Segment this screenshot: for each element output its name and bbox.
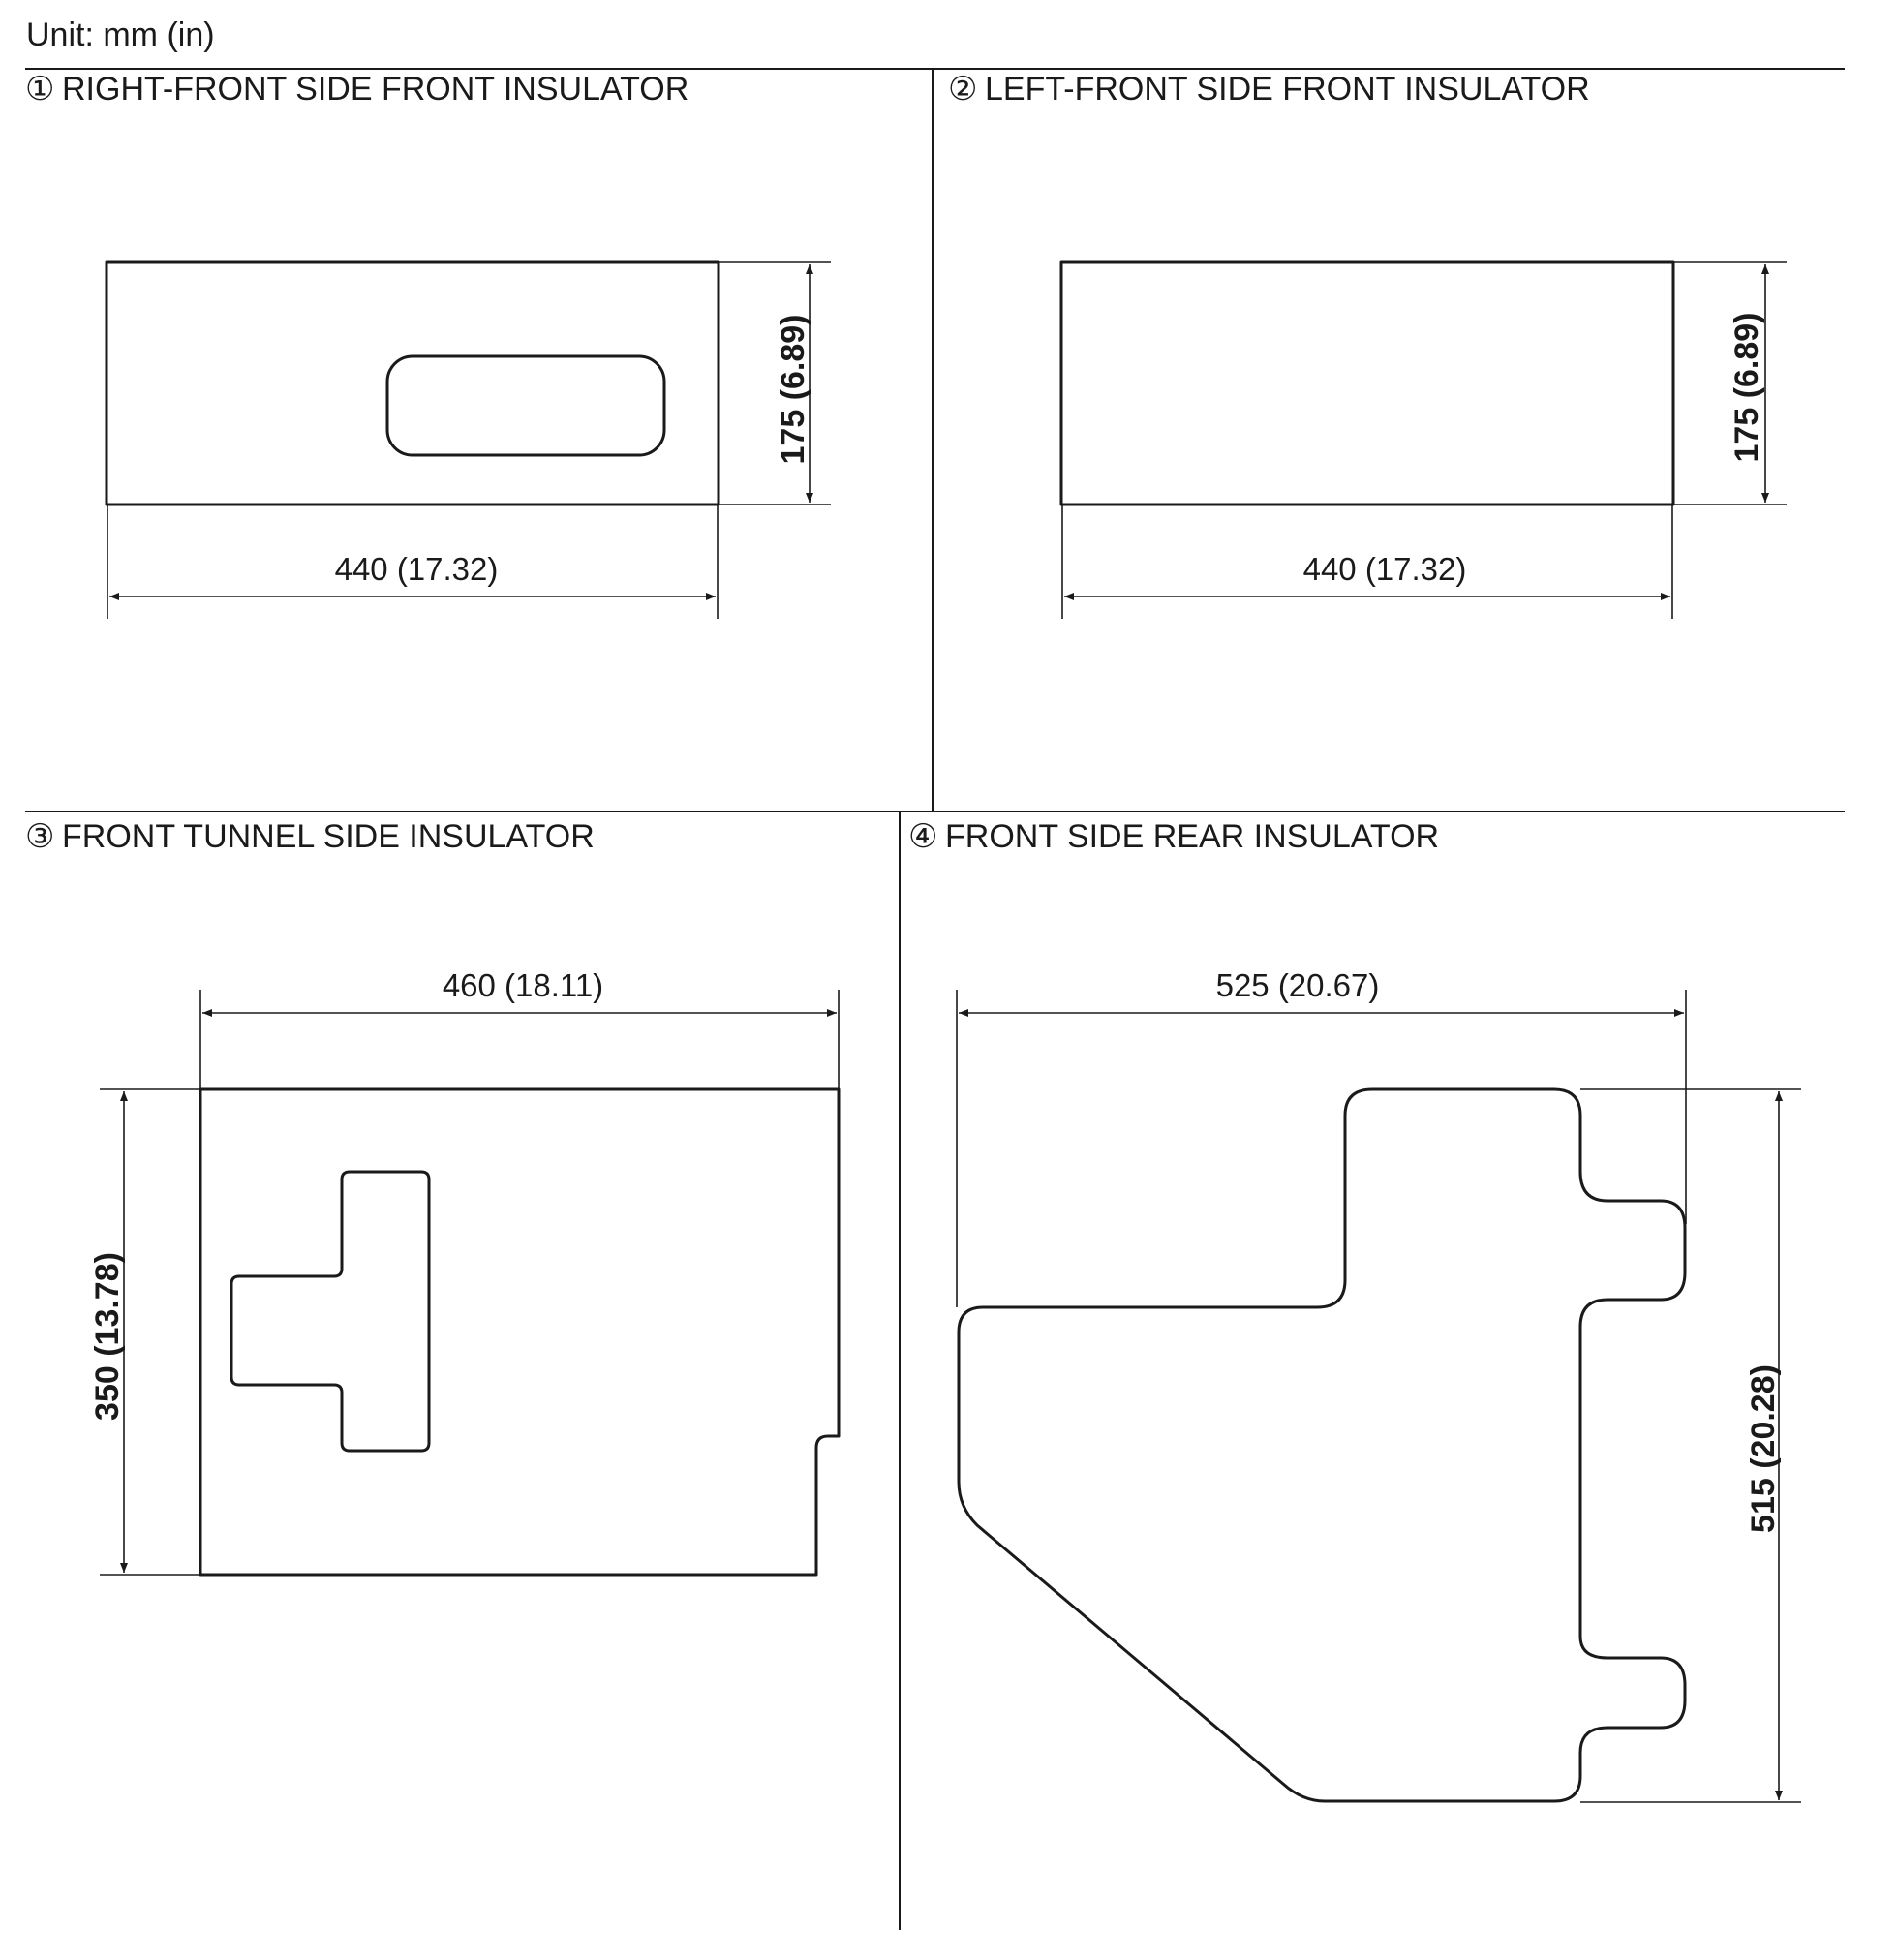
panel-4-height-label: 515 (20.28) (1745, 1364, 1782, 1533)
insulator-4-outline (959, 1089, 1685, 1801)
unit-label: Unit: mm (in) (26, 16, 215, 53)
panel-1-width-label: 440 (17.32) (334, 551, 499, 587)
panel-3-title: FRONT TUNNEL SIDE INSULATOR (62, 818, 595, 855)
panel-2-number: ② (948, 71, 978, 107)
panel-2-width-label: 440 (17.32) (1302, 551, 1467, 587)
panel-1-title: RIGHT-FRONT SIDE FRONT INSULATOR (62, 71, 689, 107)
insulator-3-outline (200, 1089, 839, 1575)
panel-2-title: LEFT-FRONT SIDE FRONT INSULATOR (985, 71, 1590, 107)
panel-1-height-label: 175 (6.89) (775, 314, 811, 465)
panel-3-number: ③ (25, 818, 55, 855)
insulator-2-outline (1061, 262, 1673, 505)
panel-front-side-rear-insulator (908, 818, 1801, 1802)
panel-4-number: ④ (908, 818, 938, 855)
panel-4-title: FRONT SIDE REAR INSULATOR (945, 818, 1440, 855)
panel-4-width-label: 525 (20.67) (1215, 967, 1380, 1003)
panel-3-height-label: 350 (13.78) (89, 1252, 126, 1421)
insulator-1-cutout (387, 356, 664, 455)
panel-right-front-side-front-insulator (25, 71, 831, 619)
panel-2-height-label: 175 (6.89) (1729, 312, 1765, 463)
panel-front-tunnel-side-insulator (25, 818, 839, 1575)
panel-1-number: ① (25, 71, 55, 107)
panel-left-front-side-front-insulator (948, 71, 1787, 619)
insulator-1-outline (107, 262, 719, 505)
insulator-3-t-cutout (231, 1172, 429, 1451)
panel-3-width-label: 460 (18.11) (442, 967, 604, 1003)
